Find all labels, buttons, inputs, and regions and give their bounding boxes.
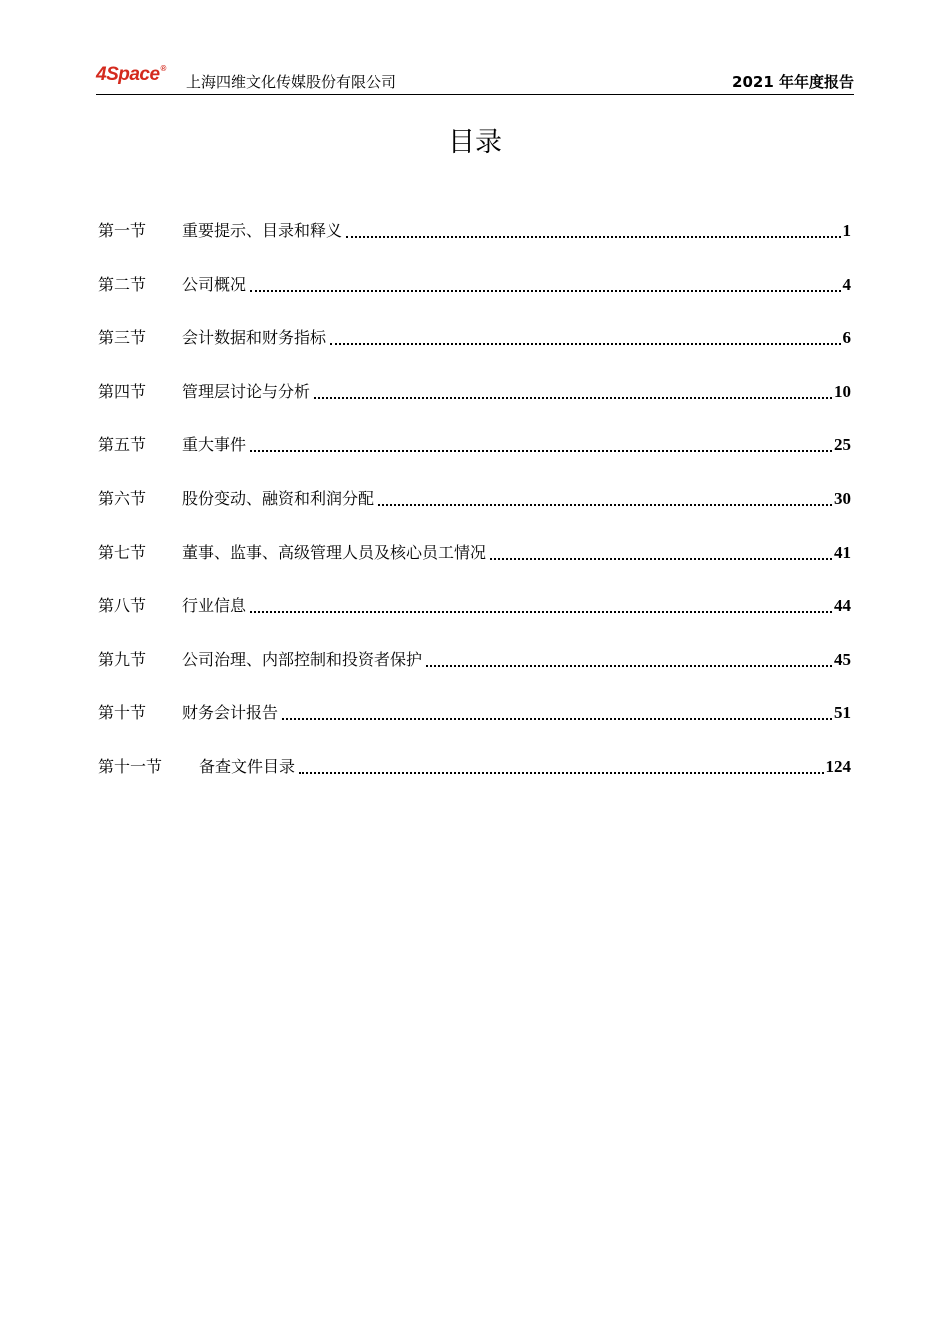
dot-leader [378,482,832,516]
toc-entry[interactable] [98,482,851,536]
toc-entry[interactable] [98,589,851,643]
dot-leader [330,321,840,355]
toc-title: 董事、监事、高级管理人员及核心员工情况 [182,542,487,562]
toc-title: 公司概况 [182,274,247,294]
toc-section: 第三节 [98,328,147,348]
toc-page-number: 1 [842,221,851,240]
toc-section: 第五节 [98,435,147,455]
toc-title: 公司治理、内部控制和投资者保护 [182,649,423,669]
registered-mark: ® [160,64,166,73]
toc-entry[interactable] [98,428,851,482]
dot-leader [282,696,832,730]
toc-entry[interactable] [98,696,851,750]
toc-section: 第二节 [98,274,147,294]
toc-title: 财务会计报告 [182,703,279,723]
toc-title: 股份变动、融资和利润分配 [182,488,375,508]
toc-section: 第一节 [98,221,147,240]
toc-page-number: 44 [834,596,851,616]
dot-leader [426,643,832,677]
header-divider [96,94,854,95]
toc-section: 第九节 [98,649,147,669]
dot-leader [250,589,832,623]
toc-page-number: 124 [825,756,851,776]
toc-page-number: 6 [842,328,851,348]
toc-section: 第十一节 [98,756,163,776]
company-name: 上海四维文化传媒股份有限公司 [186,73,397,91]
page-title: 目录 [448,127,502,158]
toc-title: 重要提示、目录和释义 [182,221,343,240]
dot-leader [250,428,832,462]
dot-leader [250,268,840,302]
dot-leader [490,536,832,570]
toc-entry[interactable] [98,643,851,697]
toc-entry[interactable] [98,268,851,322]
toc-page-number: 45 [834,649,851,669]
toc-title: 重大事件 [182,435,247,455]
company-logo [96,64,166,86]
toc-section: 第四节 [98,381,147,401]
toc-page-number: 30 [834,488,851,508]
toc-entry[interactable] [98,750,851,804]
toc-entry[interactable] [98,214,851,268]
toc-page-number: 51 [834,703,851,723]
table-of-contents [98,214,851,804]
toc-section: 第七节 [98,542,147,562]
toc-title: 行业信息 [182,596,247,616]
toc-section: 第八节 [98,596,147,616]
dot-leader [299,750,823,784]
toc-title: 备查文件目录 [199,756,296,776]
toc-section: 第十节 [98,703,147,723]
logo-text: 4Space [96,64,160,85]
toc-title: 管理层讨论与分析 [182,381,311,401]
dot-leader [314,375,832,409]
toc-section: 第六节 [98,488,147,508]
toc-title: 会计数据和财务指标 [182,328,327,348]
dot-leader [346,214,840,248]
report-title: 2021 年年度报告 [732,73,854,91]
toc-entry[interactable] [98,536,851,590]
toc-page-number: 4 [842,274,851,294]
page-header [96,62,854,92]
toc-entry[interactable] [98,321,851,375]
toc-page-number: 10 [834,381,851,401]
toc-page-number: 25 [834,435,851,455]
toc-entry[interactable] [98,375,851,429]
toc-page-number: 41 [834,542,851,562]
